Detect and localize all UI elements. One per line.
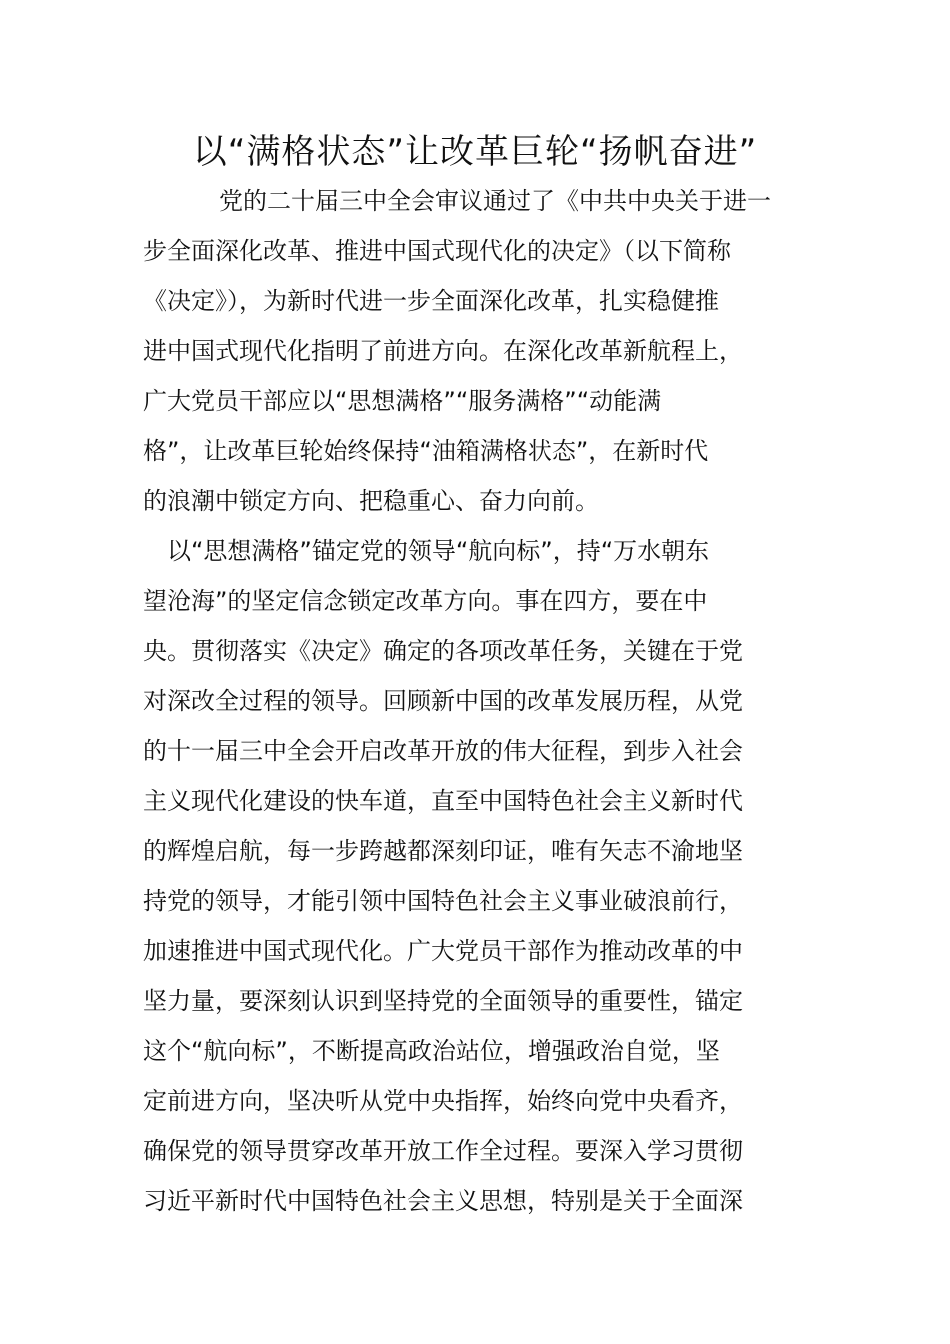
paragraph-line: 格”，让改革巨轮始终保持“油箱满格状态”，在新时代 <box>143 437 709 465</box>
paragraph-line: 确保党的领导贯穿改革开放工作全过程。要深入学习贯彻 <box>143 1137 743 1165</box>
paragraph-line: 的十一届三中全会开启改革开放的伟大征程，到步入社会 <box>143 737 743 765</box>
paragraph-line: 望沧海”的坚定信念锁定改革方向。事在四方，要在中 <box>143 587 708 615</box>
paragraph-line: 步全面深化改革、推进中国式现代化的决定》（以下简称 <box>143 237 731 265</box>
paragraph-line: 广大党员干部应以“思想满格”“服务满格”“动能满 <box>143 387 662 415</box>
paragraph-line: 进中国式现代化指明了前进方向。在深化改革新航程上， <box>143 337 743 365</box>
paragraph-line: 这个“航向标”，不断提高政治站位，增强政治自觉，坚 <box>143 1037 720 1065</box>
paragraph-line: 以“思想满格”锚定党的领导“航向标”，持“万水朝东 <box>167 537 710 565</box>
paragraph-line: 定前进方向，坚决听从党中央指挥，始终向党中央看齐， <box>143 1087 743 1115</box>
paragraph-line: 主义现代化建设的快车道，直至中国特色社会主义新时代 <box>143 787 743 815</box>
paragraph-line: 的辉煌启航，每一步跨越都深刻印证，唯有矢志不渝地坚 <box>143 837 743 865</box>
paragraph-line: 习近平新时代中国特色社会主义思想，特别是关于全面深 <box>143 1187 743 1215</box>
paragraph-line: 坚力量，要深刻认识到坚持党的全面领导的重要性，锚定 <box>143 987 743 1015</box>
document-body <box>143 176 823 1226</box>
paragraph-1 <box>143 176 823 526</box>
paragraph-line: 《决定》），为新时代进一步全面深化改革，扎实稳健推 <box>143 287 719 315</box>
paragraph-line: 党的二十届三中全会审议通过了《中共中央关于进一 <box>219 187 771 215</box>
paragraph-line: 央。贯彻落实《决定》确定的各项改革任务，关键在于党 <box>143 637 743 665</box>
paragraph-line: 持党的领导，才能引领中国特色社会主义事业破浪前行， <box>143 887 743 915</box>
document-title: 以“满格状态”让改革巨轮“扬帆奋进” <box>192 132 758 172</box>
paragraph-line: 对深改全过程的领导。回顾新中国的改革发展历程，从党 <box>143 687 743 715</box>
paragraph-line: 加速推进中国式现代化。广大党员干部作为推动改革的中 <box>143 937 743 965</box>
paragraph-2 <box>143 526 823 1226</box>
paragraph-line: 的浪潮中锁定方向、把稳重心、奋力向前。 <box>143 487 599 515</box>
